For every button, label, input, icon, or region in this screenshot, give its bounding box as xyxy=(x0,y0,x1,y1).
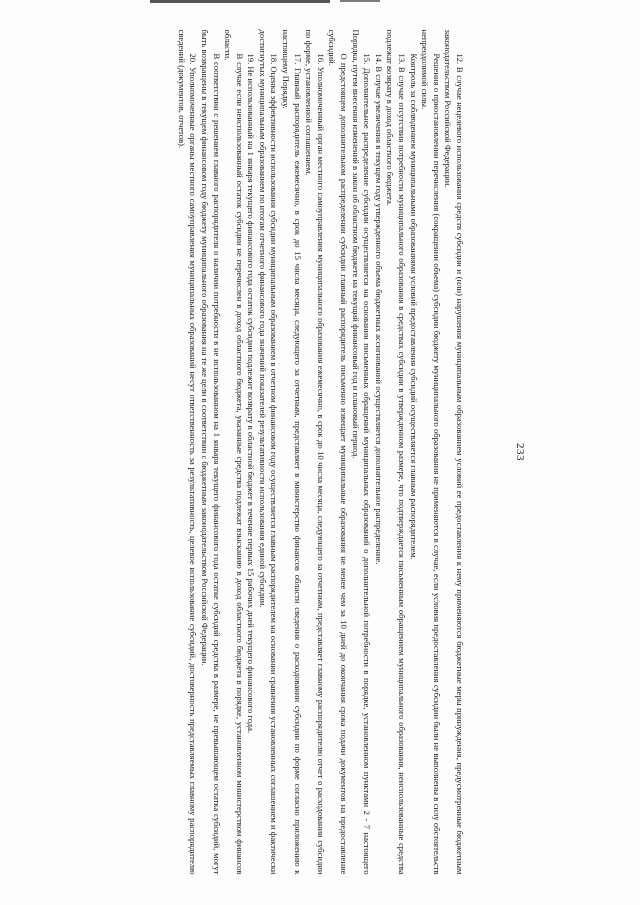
paragraph-18: 18. Оценка эффективности использования субсидии муниципальным образованием в отчетном финансовом году осуществляется главным распорядителем на основании сравнения установленных соглашением и фактически достигнутых муниципальным образованием по итогам отчетного финансового года значений показателей результативности использования единой субсидии. xyxy=(257,29,280,875)
paragraph-12: 12. В случае нецелевого использования средств субсидии и (или) нарушения муниципальным образованием условий ее предоставления к нему применяются бюджетные меры принуждения, предусмотренные бюджетным законодательством Российской Федерации. xyxy=(443,29,465,875)
paragraph-19: 19. Не использованный на 1 января текущего финансового года остаток субсидии подлежит возврату в областной бюджет в течение первых 15 рабочих дней текущего финансового года. xyxy=(246,53,257,734)
page-number: 233 xyxy=(514,443,526,461)
paragraph-12-control: Контроль за соблюдением муниципальными образованиями условий предоставления субсидий осуществляется главным распорядителем. xyxy=(408,53,419,560)
scan-edge-mark xyxy=(150,0,330,3)
paragraph-20: 20. Уполномоченные органы местного самоуправления муниципальных образований несут ответственность за результативность, целевое использование субсидий, достоверность представляемых главному распорядителю сведений (документов, отчетов). xyxy=(176,29,199,875)
paragraph-15: 15. Дополнительное распределение субсидии осуществляется на основании письменных обращений муниципальных образований о дополнительной потребности в порядке, установленном пунктами 2 - 7 настоящего Порядка, путем внесения изменений в закон об областном бюджете на текущий финансовый год и плановый период. xyxy=(350,29,373,875)
paragraph-17: 17. Главный распорядитель ежемесячно, в срок до 15 числа месяца, следующего за отчетным, представляет в министерство финансов области сведения о расходовании субсидии по форме согласно приложению к настоящему Порядку. xyxy=(281,29,303,875)
paragraph-19-return: В соответствии с решением главного распорядителя о наличии потребности в не использованном на 1 января текущего финансового года остатке субсидий средства в размере, не превышающем остатка субсидий, могут быть возвращены в текущем финансовом году бюджету муниципального образования на те же цели в соответствии с бюджетным законодательством Российской Федерации. xyxy=(199,29,222,875)
paragraph-14: 14. В случае увеличения в текущем году утвержденного объема бюджетных ассигнований осуществляется дополнительное распределение. xyxy=(373,53,384,565)
scan-edge-mark-2 xyxy=(340,0,380,2)
paragraph-15-notice: О предстоящем дополнительном распределении субсидии главный распорядитель письменно извещает муниципальные образования не менее чем за 10 дней до окончания срока подачи документов на предоставление субсидий. xyxy=(327,29,349,875)
paragraph-19-recovery: В случае если неиспользованный остаток субсидии не перечислен в доход областного бюджета, указанные средства подлежат взысканию в доход областного бюджета в порядке, установленном министерством финансов области. xyxy=(223,29,245,875)
paragraph-13: 13. В случае отсутствия потребности муниципального образования в средствах субсидии в утвержденном размере, что подтверждается письменным обращением муниципального образования, неиспользованные средства подлежат возврату в доход областного бюджета. xyxy=(385,29,407,875)
document-body xyxy=(175,30,465,875)
paragraph-12-decisions: Решения о приостановлении перечисления (сокращении объема) субсидии бюджету муниципального образования не применяются в случае, если условия предоставления субсидии были не выполнены в силу обстоятельств непреодолимой силы. xyxy=(420,29,442,875)
paragraph-16: 16. Уполномоченный орган местного самоуправления муниципального образования ежемесячно, в срок до 10 числа месяца, следующего за отчетным, представляет главному распорядителю отчет о расходовании субсидии по форме, установленной соглашением. xyxy=(304,29,326,875)
